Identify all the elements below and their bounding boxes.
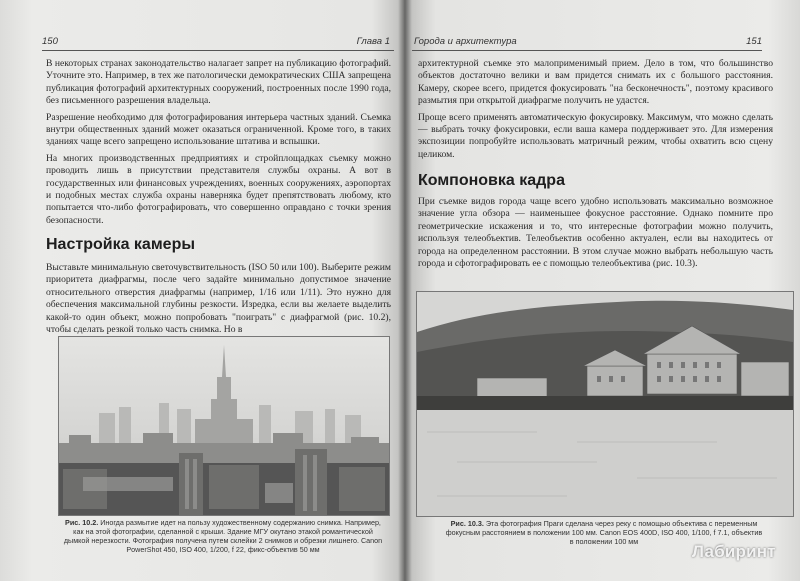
labirint-watermark: Лабиринт bbox=[692, 542, 776, 561]
left-running-head bbox=[42, 36, 394, 51]
figure-10-2-label: Рис. 10.2. bbox=[65, 518, 99, 527]
left-running-title: Глава 1 bbox=[356, 36, 390, 47]
book-gutter bbox=[398, 0, 412, 581]
moscow-skyline-image bbox=[59, 337, 389, 515]
left-paragraph-2: Разрешение необходимо для фотографирования интерьера частных зданий. Съемка внутри общественных зданий может оказаться ограниченной. Кроме того, в таких зданиях чаще всего запрещено использование штатива и вспышки. bbox=[46, 111, 391, 148]
figure-10-3-caption-text: Эта фотография Праги сделана через реку с помощью объектива с переменным фокусным расстоянием в положении 100 мм. Canon EOS 400D, ISO 400, 1/100, f 7.1, объектив в положении 100 мм bbox=[445, 519, 763, 546]
right-running-title: Города и архитектура bbox=[414, 36, 517, 47]
right-page bbox=[404, 0, 800, 581]
left-paragraph-3: На многих производственных предприятиях и стройплощадках съемку можно проводить лишь в присутствии представителя службы охраны. А вот в государственных или финансовых учреждениях, военных сооружениях, аэропортах и подобных местах служба охраны наверняка будет препятствовать любому, кто попытается что-либо фотографировать, что совершенно оправдано с точки зрения безопасности. bbox=[46, 152, 391, 226]
right-text-block-1 bbox=[418, 58, 773, 165]
figure-10-3-label: Рис. 10.3. bbox=[450, 519, 484, 528]
right-section-heading: Компоновка кадра bbox=[418, 172, 565, 189]
right-paragraph-1: архитектурной съемке это малоприменимый прием. Дело в том, что большинство объектов достаточно велики и вам придется снимать их с большого расстояния. Камеру, скорее всего, придется фокусировать "на бесконечность", поэтому красивого размытия при открытой диафрагме получить не удастся. bbox=[418, 58, 773, 107]
figure-10-2-caption-text: Иногда размытие идет на пользу художественному содержанию снимка. Например, как на этой фотографии, сделанной с крыши. Здание МГУ окутано этакой романтической дымкой нерезкости. Фотография получена путем склейки 2 снимков и обрезки лишнего. Canon PowerShot 450, ISO 400, 1/200, f 22, фикс-объектив 50 мм bbox=[63, 518, 383, 554]
left-paragraph-1: В некоторых странах законодательство налагает запрет на публикацию фотографий. Уточните это. Например, в тех же патологически демократических США запрещена публикация фотографий архитектурных сооружений, построенных после 1990 года, без письменного разрешения владельца. bbox=[46, 58, 392, 107]
left-section-heading: Настройка камеры bbox=[46, 236, 195, 253]
prague-river-image bbox=[417, 292, 793, 516]
right-running-head bbox=[412, 36, 762, 51]
figure-10-2-caption bbox=[60, 518, 386, 554]
right-page-number: 151 bbox=[746, 36, 762, 47]
right-paragraph-3: При съемке видов города чаще всего удобно использовать максимально возможное значение угла обзора — наименьшее фокусное расстояние. Однако помните про геометрические искажения и то, что интересные фотографии можно получить, используя телеобъектив. Телеобъектив особенно актуален, если вы находитесь от города на определенном расстоянии. В этом случае можно выбрать небольшую часть города и сфотографировать ее с помощью телеобъектива (рис. 10.3). bbox=[418, 196, 773, 270]
left-text-block-2 bbox=[46, 262, 391, 340]
right-text-block-2 bbox=[418, 196, 773, 274]
figure-10-3-photo bbox=[416, 291, 794, 517]
right-paragraph-2: Проще всего применять автоматическую фокусировку. Максимум, что можно сделать — выбрать точку фокусировки, если ваша камера поддерживает это. Для измерения экспозиции попробуйте использовать матричный режим, чтобы охватить всю сцену целиком. bbox=[418, 111, 773, 160]
left-page-number: 150 bbox=[42, 36, 58, 47]
left-text-block-1 bbox=[46, 58, 391, 231]
figure-10-2-photo bbox=[58, 336, 390, 516]
left-paragraph-4: Выставьте минимальную светочувствительность (ISO 50 или 100). Выберите режим приоритета диафрагмы, после чего задайте минимально допустимое значение относительного отверстия диафрагмы (например, 1/16 или 1/11). Это нужно для обеспечения максимальной глубины резкости. Изредка, если вы желаете выделить какой-то один объект, можно попробовать "поиграть" с диафрагмой (рис. 10.2), чтобы сделать резкой только часть снимка. Но в bbox=[46, 262, 391, 336]
